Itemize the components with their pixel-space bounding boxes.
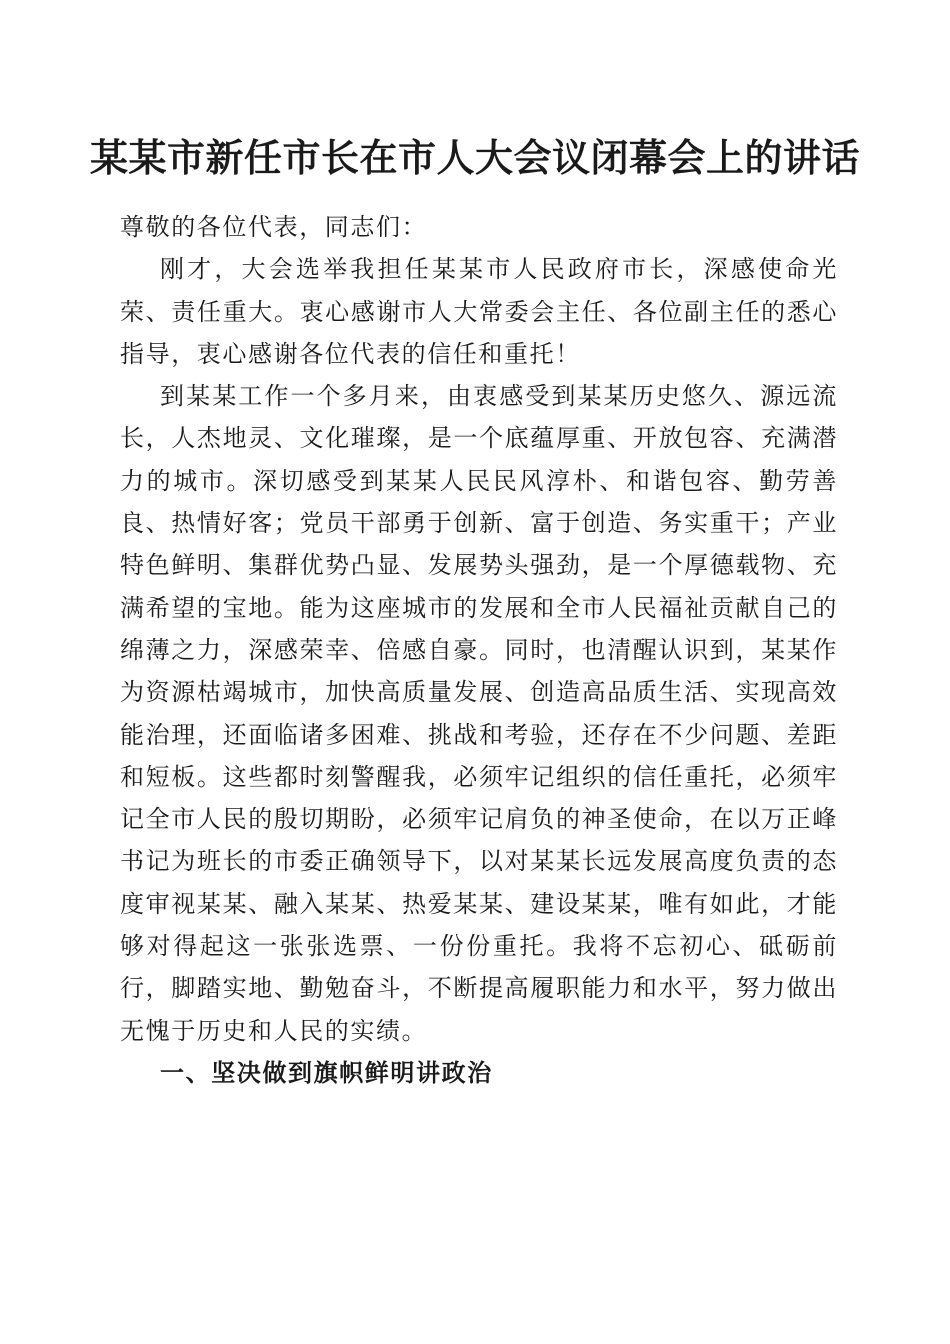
section-heading: 一、坚决做到旗帜鲜明讲政治 <box>160 1058 493 1087</box>
salutation: 尊敬的各位代表，同志们： <box>120 213 428 241</box>
paragraph-opening: 刚才，大会选举我担任某某市人民政府市长，深感使命光荣、责任重大。衷心感谢市人大常委会主任、各位副主任的悉心指导，衷心感谢各位代表的信任和重托！ <box>120 255 838 368</box>
paragraph-main: 到某某工作一个多月来，由衷感受到某某历史悠久、源远流长，人杰地灵、文化璀璨，是一个底蕴厚重、开放包容、充满潜力的城市。深切感受到某某人民民风淳朴、和谐包容、勤劳善良、热情好客；党员干部勇于创新、富于创造、务实重干；产业特色鲜明、集群优势凸显、发展势头强劲，是一个厚德载物、充满希望的宝地。能为这座城市的发展和全市人民福祉贡献自己的绵薄之力，深感荣幸、倍感自豪。同时，也清醒认识到，某某作为资源枯竭城市，加快高质量发展、创造高品质生活、实现高效能治理，还面临诸多困难、挑战和考验，还存在不少问题、差距和短板。这些都时刻警醒我，必须牢记组织的信任重托，必须牢记全市人民的殷切期盼，必须牢记肩负的神圣使命，在以万正峰书记为班长的市委正确领导下，以对某某长远发展高度负责的态度审视某某、融入某某、热爱某某、建设某某，唯有如此，才能够对得起这一张张选票、一份份重托。我将不忘初心、砥砺前行，脚踏实地、勤勉奋斗，不断提高履职能力和水平，努力做出无愧于历史和人民的实绩。 <box>120 382 838 1045</box>
document-title: 某某市新任市长在市人大会议闭幕会上的讲话 <box>89 135 860 180</box>
document-body <box>120 206 838 1094</box>
